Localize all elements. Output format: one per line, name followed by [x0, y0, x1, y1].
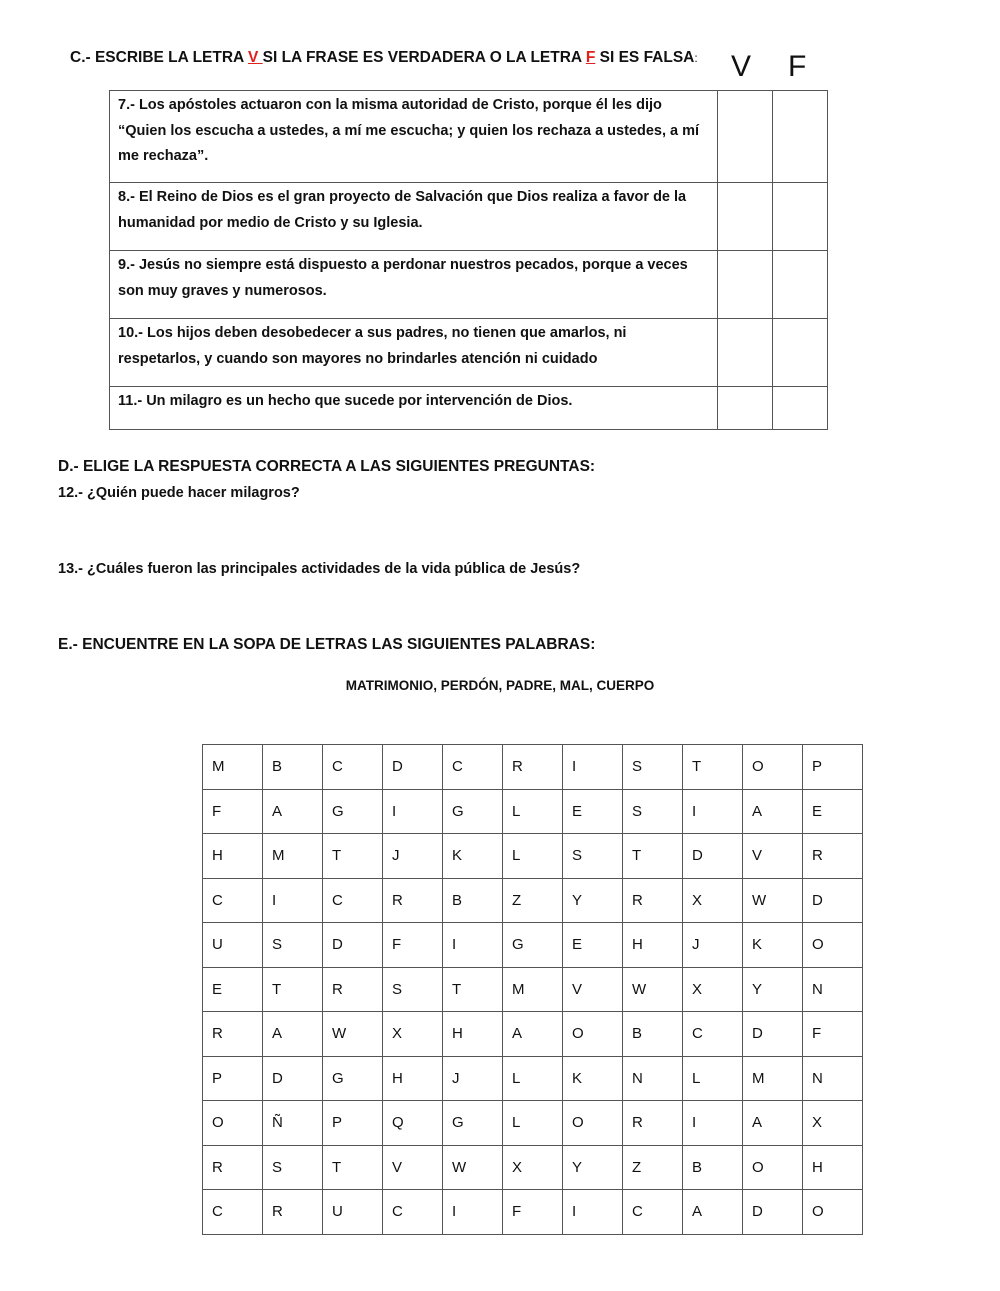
grid-cell[interactable]: R [263, 1190, 323, 1235]
grid-cell[interactable]: J [443, 1056, 503, 1101]
letter-f-highlight: F [585, 49, 596, 66]
grid-cell[interactable]: D [683, 834, 743, 879]
grid-cell[interactable]: H [623, 923, 683, 968]
grid-cell[interactable]: S [623, 789, 683, 834]
grid-cell[interactable]: X [383, 1012, 443, 1057]
grid-cell[interactable]: Y [563, 878, 623, 923]
grid-cell[interactable]: T [683, 745, 743, 790]
answer-box-f[interactable] [773, 251, 828, 319]
grid-cell[interactable]: H [203, 834, 263, 879]
grid-cell[interactable]: H [803, 1145, 863, 1190]
grid-cell[interactable]: F [803, 1012, 863, 1057]
grid-cell[interactable]: I [683, 1101, 743, 1146]
grid-cell[interactable]: O [743, 745, 803, 790]
grid-cell[interactable]: C [323, 878, 383, 923]
statement-row [110, 91, 828, 183]
grid-cell[interactable]: A [743, 1101, 803, 1146]
grid-cell[interactable]: M [743, 1056, 803, 1101]
grid-cell[interactable]: A [503, 1012, 563, 1057]
grid-cell[interactable]: Z [503, 878, 563, 923]
word-search-grid [202, 744, 863, 1235]
grid-cell[interactable]: S [263, 1145, 323, 1190]
grid-cell[interactable]: C [203, 878, 263, 923]
grid-cell[interactable]: R [383, 878, 443, 923]
grid-cell[interactable]: T [323, 834, 383, 879]
question-12: 12.- ¿Quién puede hacer milagros? [58, 485, 300, 501]
grid-cell[interactable]: F [203, 789, 263, 834]
statement-text: 7.- Los apóstoles actuaron con la misma autoridad de Cristo, porque él les dijo “Quien los escucha a ustedes, a mí me escucha; y quien los rechaza a ustedes, a mí me rechaza”. [110, 91, 718, 183]
grid-cell[interactable]: V [383, 1145, 443, 1190]
grid-cell[interactable]: A [263, 1012, 323, 1057]
grid-cell[interactable]: K [443, 834, 503, 879]
grid-cell[interactable]: B [623, 1012, 683, 1057]
statement-row [110, 251, 828, 319]
grid-cell[interactable]: N [803, 967, 863, 1012]
grid-cell[interactable]: N [803, 1056, 863, 1101]
grid-cell[interactable]: A [743, 789, 803, 834]
grid-cell[interactable]: I [563, 1190, 623, 1235]
grid-cell[interactable]: Y [563, 1145, 623, 1190]
grid-cell[interactable]: W [323, 1012, 383, 1057]
grid-cell[interactable]: D [323, 923, 383, 968]
grid-cell[interactable]: C [203, 1190, 263, 1235]
grid-cell[interactable]: X [503, 1145, 563, 1190]
grid-cell[interactable]: C [683, 1012, 743, 1057]
grid-cell[interactable]: L [683, 1056, 743, 1101]
grid-cell[interactable]: X [803, 1101, 863, 1146]
grid-cell[interactable]: U [323, 1190, 383, 1235]
grid-cell[interactable]: A [683, 1190, 743, 1235]
grid-cell[interactable]: D [803, 878, 863, 923]
grid-row [203, 967, 863, 1012]
title-part: C.- ESCRIBE LA LETRA [70, 49, 248, 66]
answer-box-f[interactable] [773, 319, 828, 387]
grid-cell[interactable]: O [743, 1145, 803, 1190]
grid-cell[interactable]: O [563, 1101, 623, 1146]
statement-text: 10.- Los hijos deben desobedecer a sus padres, no tienen que amarlos, ni respetarlos, y cuando son mayores no brindarles atención ni cuidado [110, 319, 718, 387]
grid-cell[interactable]: P [803, 745, 863, 790]
word-list: MATRIMONIO, PERDÓN, PADRE, MAL, CUERPO [345, 678, 655, 693]
grid-cell[interactable]: G [503, 923, 563, 968]
grid-cell[interactable]: R [503, 745, 563, 790]
grid-cell[interactable]: S [563, 834, 623, 879]
grid-cell[interactable]: D [743, 1190, 803, 1235]
grid-cell[interactable]: O [563, 1012, 623, 1057]
grid-cell[interactable]: I [683, 789, 743, 834]
grid-cell[interactable]: T [263, 967, 323, 1012]
column-header-f: F [788, 50, 807, 83]
grid-cell[interactable]: M [263, 834, 323, 879]
grid-cell[interactable]: I [443, 923, 503, 968]
grid-row [203, 1145, 863, 1190]
grid-cell[interactable]: R [203, 1145, 263, 1190]
grid-cell[interactable]: X [683, 878, 743, 923]
grid-cell[interactable]: M [503, 967, 563, 1012]
grid-cell[interactable]: Y [743, 967, 803, 1012]
grid-cell[interactable]: L [503, 789, 563, 834]
grid-cell[interactable]: B [443, 878, 503, 923]
grid-cell[interactable]: W [443, 1145, 503, 1190]
grid-cell[interactable]: O [803, 923, 863, 968]
answer-box-v[interactable] [718, 319, 773, 387]
title-part: SI LA FRASE ES VERDADERA O LA LETRA [262, 49, 586, 66]
section-c-title [70, 49, 698, 67]
grid-cell[interactable]: I [263, 878, 323, 923]
grid-cell[interactable]: R [323, 967, 383, 1012]
statement-text: 9.- Jesús no siempre está dispuesto a perdonar nuestros pecados, porque a veces son muy graves y numerosos. [110, 251, 718, 319]
grid-cell[interactable]: D [383, 745, 443, 790]
statement-text: 8.- El Reino de Dios es el gran proyecto de Salvación que Dios realiza a favor de la humanidad por medio de Cristo y su Iglesia. [110, 183, 718, 251]
grid-row [203, 1012, 863, 1057]
grid-cell[interactable]: B [263, 745, 323, 790]
grid-cell[interactable]: T [323, 1145, 383, 1190]
grid-cell[interactable]: E [563, 923, 623, 968]
grid-cell[interactable]: X [683, 967, 743, 1012]
grid-row [203, 789, 863, 834]
title-colon: : [694, 51, 698, 65]
grid-cell[interactable]: W [623, 967, 683, 1012]
grid-cell[interactable]: A [263, 789, 323, 834]
title-part: SI ES FALSA [595, 49, 695, 66]
grid-cell[interactable]: L [503, 1101, 563, 1146]
grid-cell[interactable]: F [383, 923, 443, 968]
grid-cell[interactable]: J [383, 834, 443, 879]
grid-cell[interactable]: U [203, 923, 263, 968]
grid-cell[interactable]: W [743, 878, 803, 923]
grid-cell[interactable]: T [443, 967, 503, 1012]
grid-cell[interactable]: C [323, 745, 383, 790]
grid-cell[interactable]: N [623, 1056, 683, 1101]
grid-cell[interactable]: M [203, 745, 263, 790]
grid-cell[interactable]: G [323, 789, 383, 834]
answer-box-v[interactable] [718, 251, 773, 319]
grid-cell[interactable]: O [803, 1190, 863, 1235]
answer-box-v[interactable] [718, 387, 773, 430]
grid-cell[interactable]: S [263, 923, 323, 968]
grid-cell[interactable]: L [503, 1056, 563, 1101]
grid-cell[interactable]: Q [383, 1101, 443, 1146]
section-d-title: D.- ELIGE LA RESPUESTA CORRECTA A LAS SIGUIENTES PREGUNTAS: [58, 458, 596, 475]
grid-cell[interactable]: I [563, 745, 623, 790]
grid-cell[interactable]: H [443, 1012, 503, 1057]
grid-cell[interactable]: V [563, 967, 623, 1012]
grid-cell[interactable]: C [443, 745, 503, 790]
grid-row [203, 834, 863, 879]
grid-row [203, 1101, 863, 1146]
grid-cell[interactable]: I [383, 789, 443, 834]
grid-cell[interactable]: S [623, 745, 683, 790]
grid-cell[interactable]: D [743, 1012, 803, 1057]
grid-cell[interactable]: C [623, 1190, 683, 1235]
grid-cell[interactable]: R [803, 834, 863, 879]
answer-box-v[interactable] [718, 91, 773, 183]
grid-cell[interactable]: G [323, 1056, 383, 1101]
grid-row [203, 878, 863, 923]
question-13: 13.- ¿Cuáles fueron las principales actividades de la vida pública de Jesús? [58, 561, 581, 577]
grid-cell[interactable]: O [203, 1101, 263, 1146]
answer-box-f[interactable] [773, 183, 828, 251]
grid-cell[interactable]: Ñ [263, 1101, 323, 1146]
answer-box-f[interactable] [773, 91, 828, 183]
statement-row [110, 387, 828, 430]
grid-row [203, 923, 863, 968]
grid-cell[interactable]: E [563, 789, 623, 834]
grid-cell[interactable]: C [383, 1190, 443, 1235]
grid-cell[interactable]: I [443, 1190, 503, 1235]
grid-row [203, 1056, 863, 1101]
grid-cell[interactable]: G [443, 789, 503, 834]
true-false-table [109, 90, 828, 430]
grid-cell[interactable]: K [743, 923, 803, 968]
statement-row [110, 319, 828, 387]
statement-text: 11.- Un milagro es un hecho que sucede por intervención de Dios. [110, 387, 718, 430]
grid-cell[interactable]: S [383, 967, 443, 1012]
grid-cell[interactable]: F [503, 1190, 563, 1235]
grid-cell[interactable]: E [203, 967, 263, 1012]
section-e-title: E.- ENCUENTRE EN LA SOPA DE LETRAS LAS SIGUIENTES PALABRAS: [58, 636, 596, 653]
statement-row [110, 183, 828, 251]
column-header-v: V [731, 50, 752, 83]
grid-cell[interactable]: R [203, 1012, 263, 1057]
grid-cell[interactable]: K [563, 1056, 623, 1101]
grid-cell[interactable]: V [743, 834, 803, 879]
answer-box-f[interactable] [773, 387, 828, 430]
grid-cell[interactable]: T [623, 834, 683, 879]
grid-row [203, 745, 863, 790]
grid-cell[interactable]: R [623, 878, 683, 923]
grid-cell[interactable]: G [443, 1101, 503, 1146]
answer-box-v[interactable] [718, 183, 773, 251]
grid-cell[interactable]: P [323, 1101, 383, 1146]
grid-cell[interactable]: H [383, 1056, 443, 1101]
grid-cell[interactable]: P [203, 1056, 263, 1101]
grid-cell[interactable]: E [803, 789, 863, 834]
grid-cell[interactable]: R [623, 1101, 683, 1146]
grid-cell[interactable]: Z [623, 1145, 683, 1190]
grid-cell[interactable]: B [683, 1145, 743, 1190]
grid-cell[interactable]: D [263, 1056, 323, 1101]
grid-cell[interactable]: L [503, 834, 563, 879]
grid-row [203, 1190, 863, 1235]
grid-cell[interactable]: J [683, 923, 743, 968]
letter-v-highlight: V [247, 49, 263, 66]
